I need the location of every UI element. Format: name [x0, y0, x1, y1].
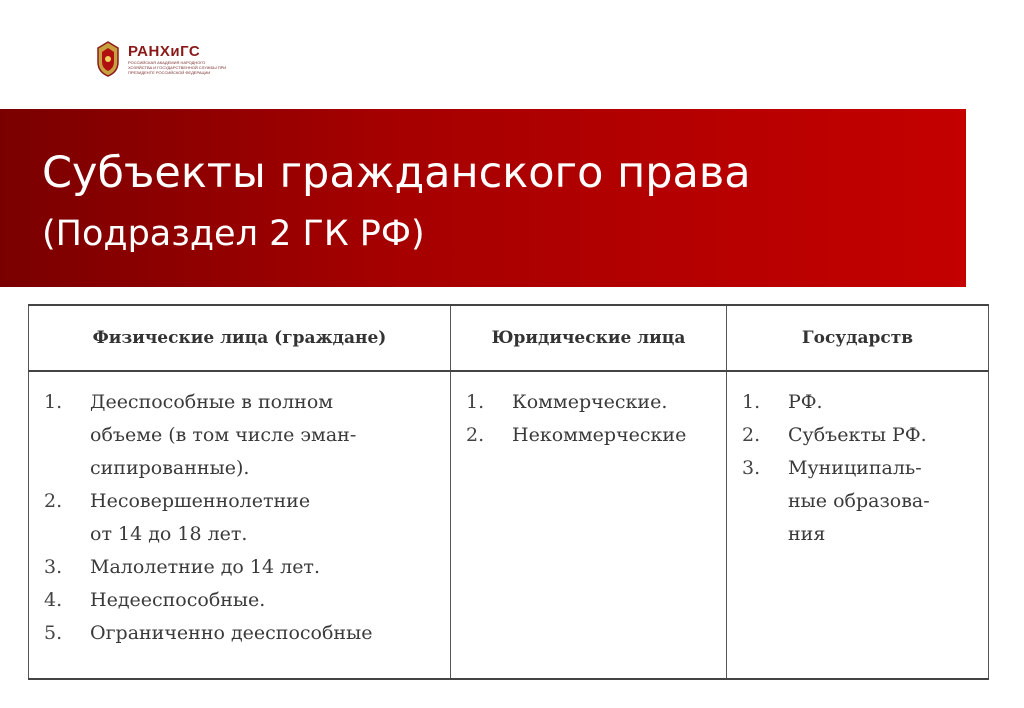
list-item: 4. Недееспособные.	[44, 589, 266, 611]
legal-entities-list	[452, 386, 725, 452]
list-item: 3. Муниципаль- ные образова- ния	[742, 457, 930, 545]
table-row	[29, 371, 989, 679]
list-item: 2. Субъекты РФ.	[742, 424, 927, 446]
header-individuals: Физические лица (граждане)	[29, 305, 451, 371]
slide-subtitle: (Подраздел 2 ГК РФ)	[42, 214, 425, 254]
logo-subtitle: РОССИЙСКАЯ АКАДЕМИЯ НАРОДНОГО ХОЗЯЙСТВА И ГОСУДАРСТВЕННОЙ СЛУЖБЫ ПРИ ПРЕЗИДЕНТЕ РОССИЙСКОЙ ФЕДЕРАЦИИ	[128, 59, 227, 75]
header-state: Государств	[727, 305, 989, 371]
list-item: 2. Несовершеннолетние от 14 до 18 лет.	[44, 490, 311, 545]
list-item: 5. Ограниченно дееспособные	[44, 622, 373, 644]
list-item: 3. Малолетние до 14 лет.	[44, 556, 320, 578]
legal-entities-cell	[451, 371, 727, 679]
logo-name: РАНХиГС	[128, 42, 201, 60]
emblem-icon	[94, 40, 122, 78]
individuals-list	[30, 386, 449, 650]
list-item: 2. Некоммерческие	[466, 424, 687, 446]
list-item: 1. Дееспособные в полном объеме (в том числе эман- сипированные).	[44, 391, 357, 479]
state-cell	[727, 371, 989, 679]
slide-title: Субъекты гражданского права	[42, 148, 751, 198]
table-header-row	[29, 305, 989, 371]
logo-text	[128, 44, 228, 75]
logo	[94, 40, 228, 78]
list-item: 1. Коммерческие.	[466, 391, 668, 413]
individuals-cell	[29, 371, 451, 679]
title-banner	[0, 109, 966, 287]
header-legal-entities: Юридические лица	[451, 305, 727, 371]
subjects-table	[28, 304, 989, 680]
state-list	[728, 386, 987, 551]
list-item: 1. РФ.	[742, 391, 823, 413]
